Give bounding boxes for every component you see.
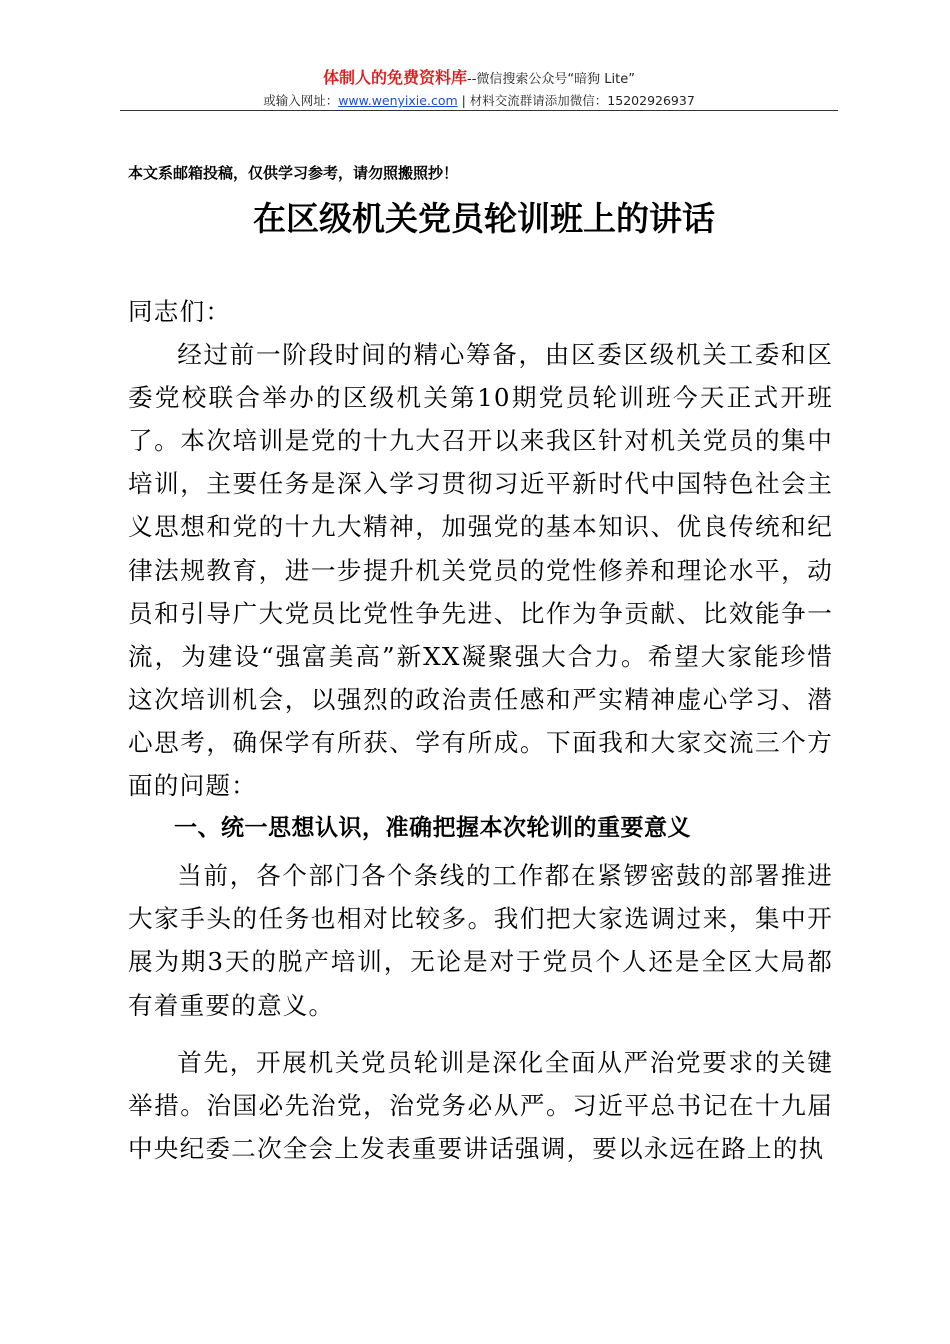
document-body: [128, 290, 833, 1170]
greeting: 同志们：: [128, 297, 232, 326]
contact-info: | 材料交流群请添加微信：15202926937: [461, 93, 695, 108]
page-header: [120, 66, 838, 110]
header-contact-line: [120, 92, 838, 110]
submission-notice: 本文系邮箱投稿，仅供学习参考，请勿照搬照抄！: [128, 164, 459, 182]
brand-name: 体制人的免费资料库: [323, 68, 468, 87]
intro-paragraph: 经过前一阶段时间的精心筹备，由区委区级机关工委和区委党校联合举办的区级机关第10期党员轮训班今天正式开班了。本次培训是党的十九大召开以来我区针对机关党员的集中培训，主要任务是深入学习贯彻习近平新时代中国特色社会主义思想和党的十九大精神，加强党的基本知识、优良传统和纪律法规教育，进一步提升机关党员的党性修养和理论水平，动员和引导广大党员比党性争先进、比作为争贡献、比效能争一流，为建设“强富美高”新XX凝聚强大合力。希望大家能珍惜这次培训机会，以强烈的政治责任感和严实精神虚心学习、潜心思考，确保学有所获、学有所成。下面我和大家交流三个方面的问题：: [128, 340, 833, 801]
section-paragraph: 当前，各个部门各个条线的工作都在紧锣密鼓的部署推进大家手头的任务也相对比较多。我们把大家选调过来，集中开展为期3天的脱产培训，无论是对于党员个人还是全区大局都有着重要的意义。: [128, 861, 833, 1020]
header-brand-line: [120, 66, 838, 92]
document-title: 在区级机关党员轮训班上的讲话: [253, 199, 715, 238]
url-prefix: 或输入网址：: [263, 93, 339, 108]
website-link[interactable]: www.wenyixie.com: [338, 93, 458, 108]
section-heading-1: 一、统一思想认识，准确把握本次轮训的重要意义: [174, 815, 691, 842]
header-divider: [120, 110, 838, 111]
section-paragraph: 首先，开展机关党员轮训是深化全面从严治党要求的关键举措。治国必先治党，治党务必从严。习近平总书记在十九届中央纪委二次全会上发表重要讲话强调，要以永远在路上的执: [128, 1047, 833, 1163]
wechat-hint: --微信搜索公众号“暗狗 Lite”: [467, 72, 635, 87]
